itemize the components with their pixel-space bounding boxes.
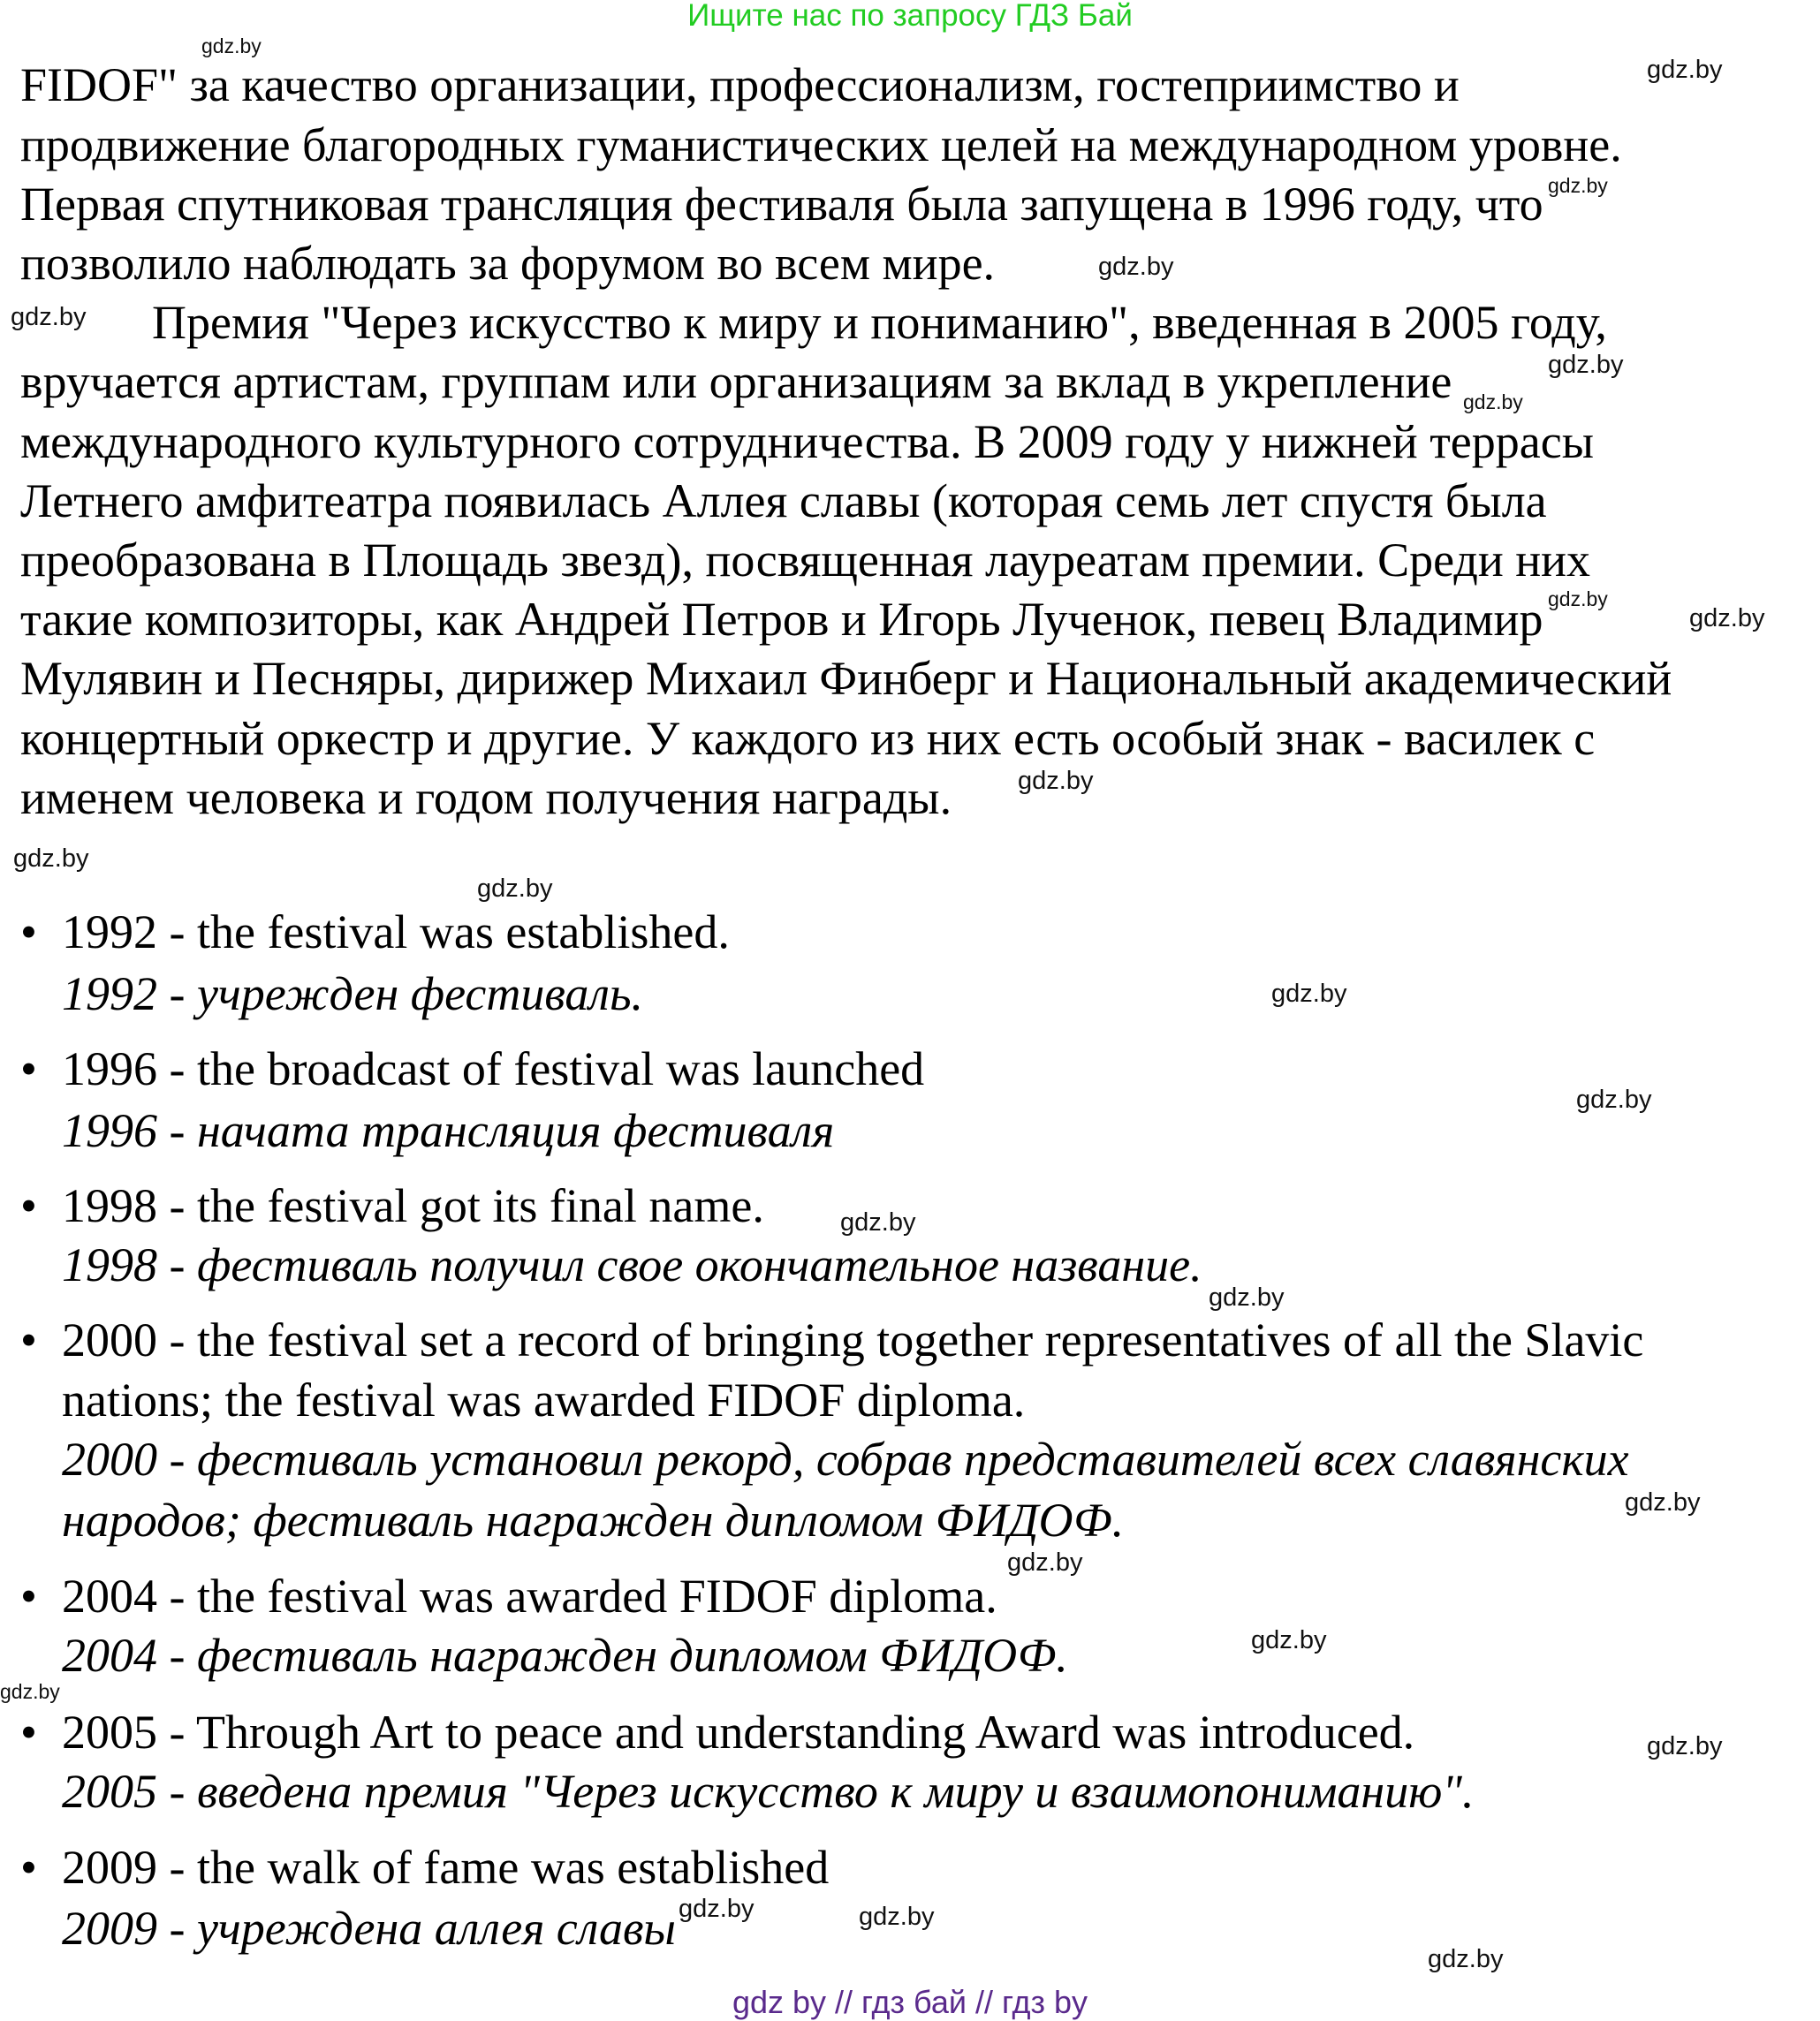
timeline-event-en: 1992 - the festival was established. [62, 905, 730, 958]
watermark-text: gdz.by [11, 303, 87, 331]
watermark-text: gdz.by [1689, 604, 1765, 632]
watermark-text: gdz.by [477, 874, 553, 903]
timeline-event-ru: 2009 - учреждена аллея славы [62, 1902, 676, 1955]
paragraph-line: преобразована в Площадь звезд), посвященная лауреатам премии. Среди них [20, 534, 1591, 587]
timeline-event-en: 1998 - the festival got its final name. [62, 1179, 764, 1232]
watermark-text: gdz.by [1209, 1283, 1285, 1312]
bullet-icon: • [20, 1313, 37, 1366]
timeline-event-ru: 2004 - фестиваль награжден дипломом ФИДОФ. [62, 1629, 1068, 1682]
bullet-icon: • [20, 1706, 37, 1759]
timeline-event-en: 2004 - the festival was awarded FIDOF diploma. [62, 1570, 997, 1623]
watermark-text: gdz.by [1625, 1488, 1701, 1517]
watermark-text: gdz.by [1548, 174, 1608, 197]
watermark-text: gdz.by [1428, 1945, 1504, 1973]
timeline-event-ru: 2000 - фестиваль установил рекорд, собрав представителей всех славянских [62, 1433, 1629, 1486]
bullet-icon: • [20, 1570, 37, 1623]
watermark-text: gdz.by [1271, 980, 1347, 1008]
timeline-event-ru: народов; фестиваль награжден дипломом ФИДОФ. [62, 1494, 1125, 1547]
bullet-icon: • [20, 905, 37, 958]
paragraph-line: вручается артистам, группам или организациям за вклад в укрепление [20, 355, 1452, 408]
timeline-event-en: 2009 - the walk of fame was established [62, 1841, 830, 1894]
watermark-text: gdz.by [0, 1680, 60, 1703]
timeline-event-en: 2000 - the festival set a record of bringing together representatives of all the Slavic [62, 1313, 1644, 1366]
watermark-text: gdz.by [1018, 767, 1094, 795]
timeline-event-en: nations; the festival was awarded FIDOF diploma. [62, 1374, 1026, 1427]
footer-watermark-link[interactable] [0, 1986, 1820, 2019]
paragraph-line: Летнего амфитеатра появилась Аллея славы (которая семь лет спустя была [20, 474, 1547, 527]
paragraph-line: Премия "Через искусство к миру и пониманию", введенная в 2005 году, [152, 296, 1607, 349]
watermark-text: gdz.by [1647, 56, 1723, 84]
watermark-text: gdz.by [1098, 253, 1174, 281]
watermark-text: gdz.by [1576, 1086, 1652, 1114]
paragraph-line: международного культурного сотрудничества. В 2009 году у нижней террасы [20, 415, 1594, 468]
search-hint-banner [0, 0, 1820, 32]
paragraph-line: продвижение благородных гуманистических целей на международном уровне. [20, 118, 1622, 171]
footer-watermark-text[interactable]: gdz by // гдз бай // гдз by [732, 1984, 1088, 2020]
watermark-text: gdz.by [1463, 390, 1523, 413]
bullet-icon: • [20, 1042, 37, 1095]
watermark-text: gdz.by [13, 844, 89, 873]
paragraph-line: концертный оркестр и другие. У каждого из них есть особый знак - василек с [20, 712, 1596, 765]
watermark-text: gdz.by [1548, 587, 1608, 610]
paragraph-line: Мулявин и Песняры, дирижер Михаил Финберг и Национальный академический [20, 652, 1672, 705]
search-hint-text: Ищите нас по запросу ГДЗ Бай [687, 0, 1133, 33]
paragraph-line: именем человека и годом получения награды. [20, 771, 952, 824]
bullet-icon: • [20, 1179, 37, 1232]
watermark-text: gdz.by [1548, 351, 1624, 379]
paragraph-line: Первая спутниковая трансляция фестиваля была запущена в 1996 году, что [20, 178, 1543, 231]
timeline-event-ru: 1996 - начата трансляция фестиваля [62, 1104, 835, 1157]
watermark-text: gdz.by [1251, 1626, 1327, 1654]
paragraph-line: FIDOF" за качество организации, профессионализм, гостеприимство и [20, 58, 1460, 111]
watermark-text: gdz.by [859, 1903, 935, 1931]
timeline-event-en: 2005 - Through Art to peace and understanding Award was introduced. [62, 1706, 1415, 1759]
watermark-text: gdz.by [1007, 1548, 1083, 1577]
watermark-text: gdz.by [1647, 1732, 1723, 1760]
watermark-text: gdz.by [201, 34, 262, 57]
timeline-event-ru: 1992 - учрежден фестиваль. [62, 967, 644, 1020]
watermark-text: gdz.by [679, 1895, 755, 1923]
timeline-event-ru: 2005 - введена премия "Через искусство к миру и взаимопониманию". [62, 1765, 1475, 1818]
timeline-event-ru: 1998 - фестиваль получил свое окончательное название. [62, 1238, 1202, 1291]
paragraph-line: такие композиторы, как Андрей Петров и Игорь Лученок, певец Владимир [20, 593, 1543, 646]
bullet-icon: • [20, 1841, 37, 1894]
timeline-event-en: 1996 - the broadcast of festival was launched [62, 1042, 925, 1095]
paragraph-line: позволило наблюдать за форумом во всем мире. [20, 237, 996, 290]
watermark-text: gdz.by [840, 1208, 916, 1237]
